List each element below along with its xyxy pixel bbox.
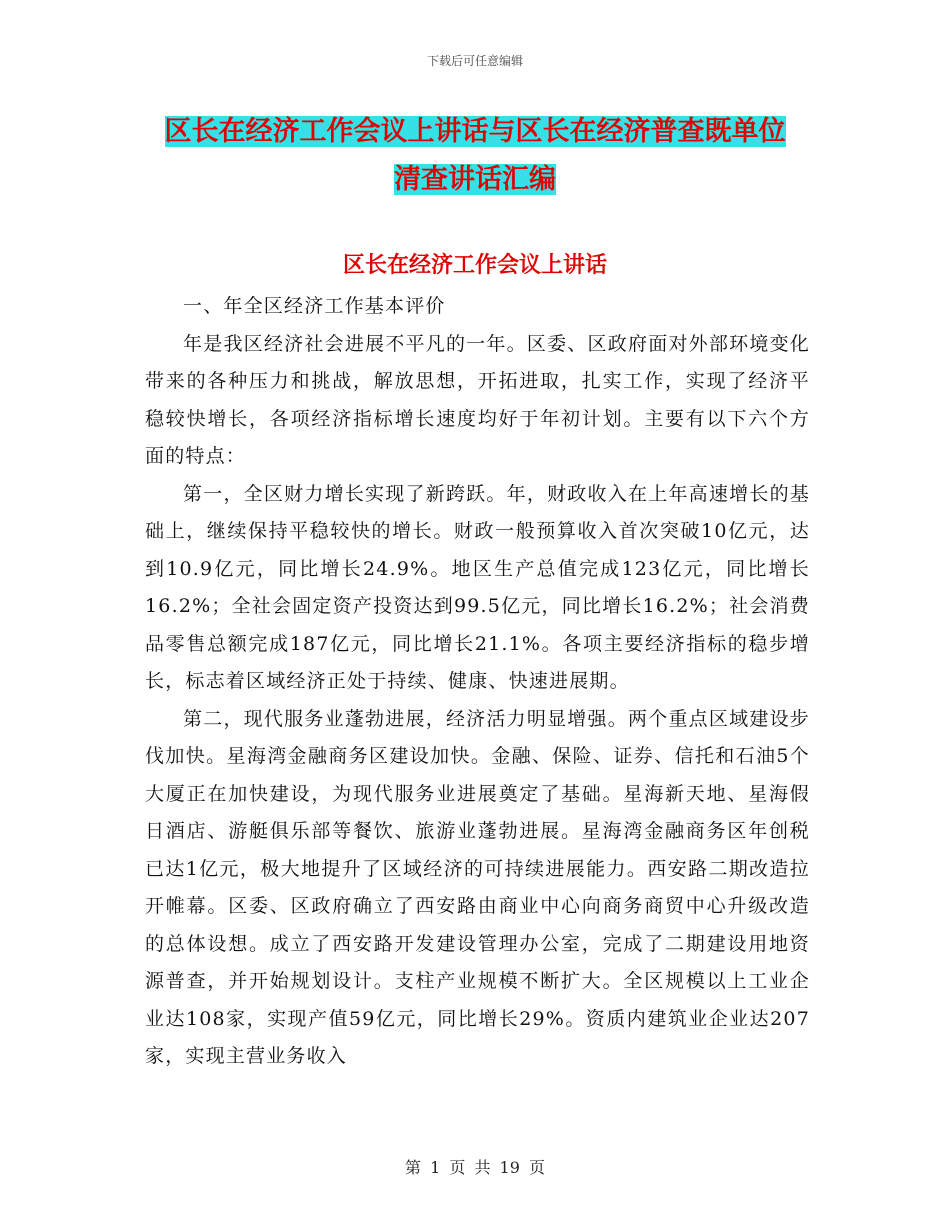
body-text — [145, 288, 810, 1076]
paragraph: 第一，全区财力增长实现了新跨跃。年，财政收入在上年高速增长的基础上，继续保持平稳较快的增长。财政一般预算收入首次突破10亿元，达到10.9亿元，同比增长24.9%。地区生产总值完成123亿元，同比增长16.2%；全社会固定资产投资达到99.5亿元，同比增长16.2%；社会消费品零售总额完成187亿元，同比增长21.1%。各项主要经济指标的稳步增长，标志着区域经济正处于持续、健康、快速进展期。 — [145, 482, 810, 692]
paragraph: 年是我区经济社会进展不平凡的一年。区委、区政府面对外部环境变化带来的各种压力和挑战，解放思想，开拓进取，扎实工作，实现了经济平稳较快增长，各项经济指标增长速度均好于年初计划。主要有以下六个方面的特点： — [145, 332, 810, 467]
document-title — [0, 108, 950, 204]
title-line-2: 清查讲话汇编 — [394, 164, 556, 195]
paragraph-heading: 一、年全区经济工作基本评价 — [183, 295, 446, 317]
title-line-1: 区长在经济工作会议上讲话与区长在经济普查既单位 — [164, 116, 786, 147]
page-number-footer: 第 1 页 共 19 页 — [405, 1158, 545, 1177]
section-title: 区长在经济工作会议上讲话 — [342, 253, 607, 278]
page-header-note: 下载后可任意编辑 — [426, 54, 523, 68]
paragraph: 第二，现代服务业蓬勃进展，经济活力明显增强。两个重点区域建设步伐加快。星海湾金融商务区建设加快。金融、保险、证券、信托和石油5个大厦正在加快建设，为现代服务业进展奠定了基础。星海新天地、星海假日酒店、游艇俱乐部等餐饮、旅游业蓬勃进展。星海湾金融商务区年创税已达1亿元，极大地提升了区域经济的可持续进展能力。西安路二期改造拉开帷幕。区委、区政府确立了西安路由商业中心向商务商贸中心升级改造的总体设想。成立了西安路开发建设管理办公室，完成了二期建设用地资源普查，并开始规划设计。支柱产业规模不断扩大。全区规模以上工业企业达108家，实现产值59亿元，同比增长29%。资质内建筑业企业达207家，实现主营业务收入 — [145, 707, 810, 1067]
